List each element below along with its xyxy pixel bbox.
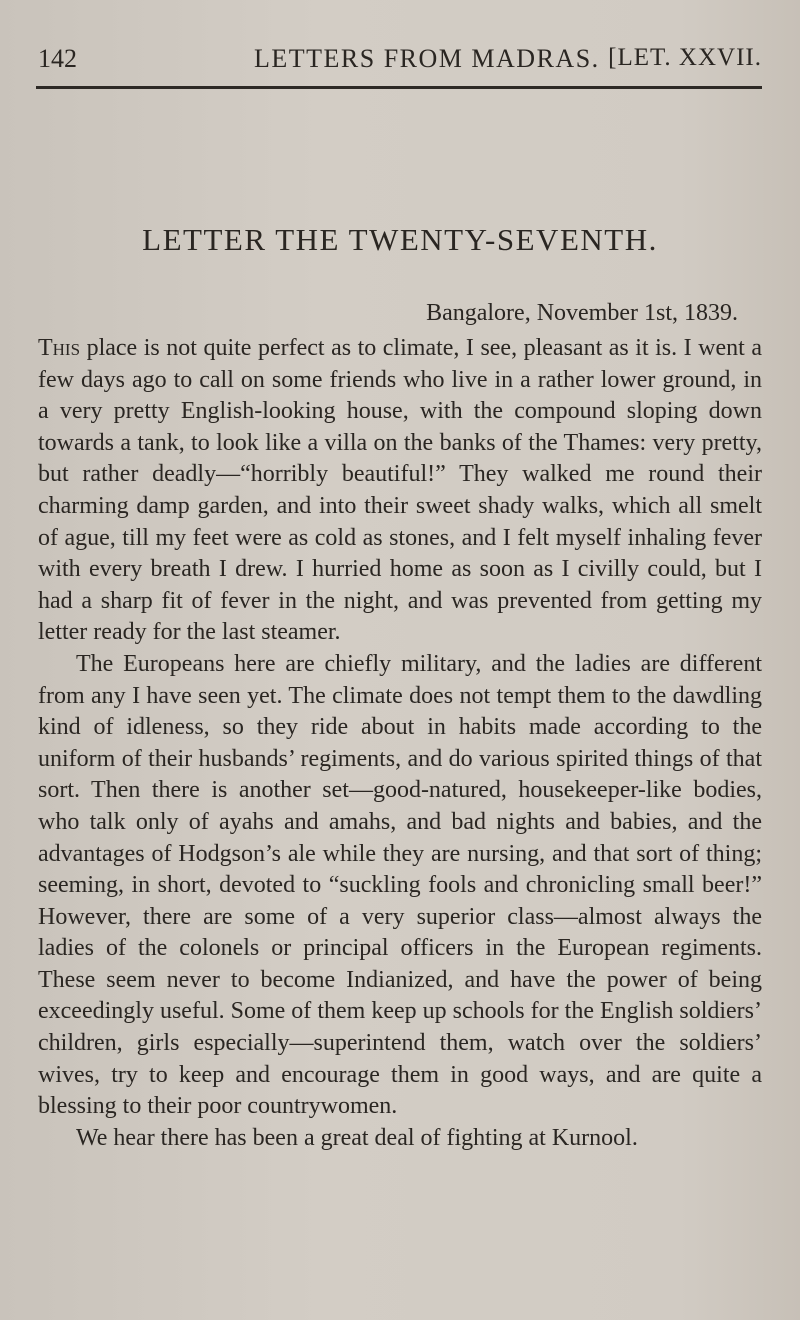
letter-reference: [LET. XXVII.	[608, 44, 762, 71]
paragraph-1	[38, 333, 762, 649]
page-number: 142	[38, 44, 77, 73]
header-rule	[36, 86, 762, 89]
dateline: Bangalore, November 1st, 1839.	[426, 300, 738, 326]
paragraph-2: The Europeans here are chiefly military, and the ladies are different from any I have seen yet. The climate does not tempt them to the dawdling kind of idleness, so they ride about in habits made according to the uniform of their husbands’ regiments, and do various spirited things of that sort. Then there is another set—good-natured, housekeeper-like bodies, who talk only of ayahs and amahs, and bad nights and babies, and the advantages of Hodgson’s ale while they are nursing, and that sort of thing; seeming, in short, devoted to “suckling fools and chronicling small beer!” However, there are some of a very superior class—almost always the ladies of the colonels or principal officers in the European regiments. These seem never to become Indianized, and have the power of being exceedingly useful. Some of them keep up schools for the English soldiers’ children, girls especially—superintend them, watch over the soldiers’ wives, try to keep and encourage them in good ways, and are quite a blessing to their poor countrywomen.	[38, 650, 762, 1120]
running-title: LETTERS FROM MADRAS.	[254, 44, 600, 73]
letter-body	[38, 333, 762, 1154]
paragraph-3: We hear there has been a great deal of fighting at Kurnool.	[76, 1124, 638, 1151]
running-head	[38, 44, 762, 84]
opening-word: This	[38, 335, 81, 361]
letter-heading: LETTER THE TWENTY-SEVENTH.	[142, 222, 658, 257]
paragraph-1-text: place is not quite perfect as to climate, I see, pleasant as it is. I went a few days ago to call on some friends who live in a rather lower ground, in a very pretty English-looking house, with the compound sloping down towards a tank, to look like a villa on the banks of the Thames: very pretty, but rather deadly—“horribly beautiful!” They walked me round their charming damp garden, and into their sweet shady walks, which all smelt of ague, till my feet were as cold as stones, and I felt myself inhaling fever with every breath I drew. I hurried home as soon as I civilly could, but I had a sharp fit of fever in the night, and was prevented from getting my letter ready for the last steamer.	[38, 335, 762, 646]
